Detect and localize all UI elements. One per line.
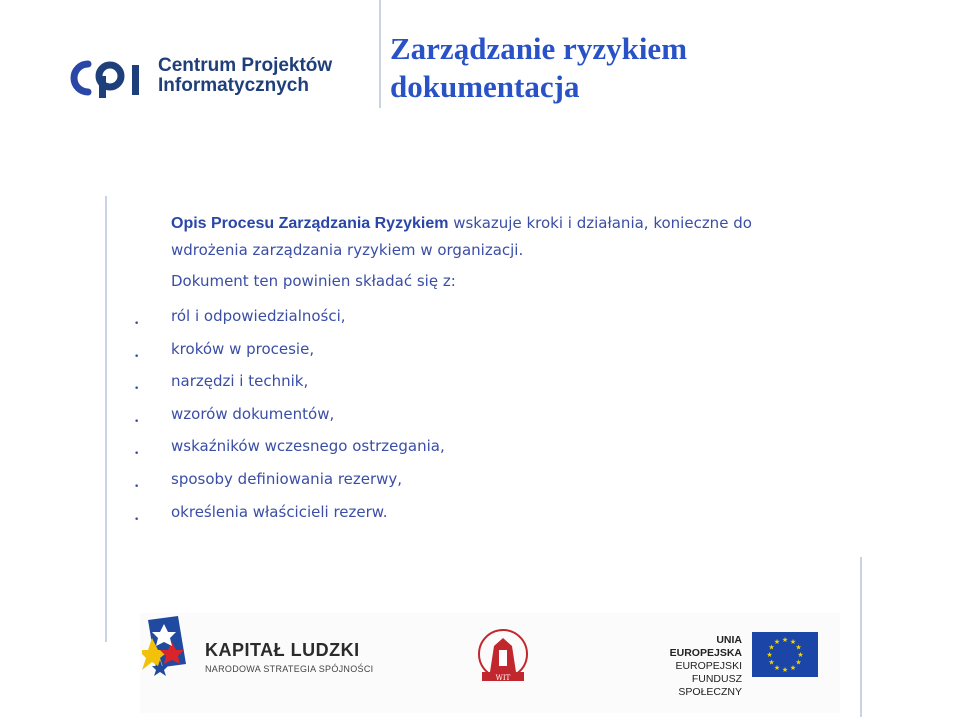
divider-right (860, 557, 862, 717)
kapital-ludzki-title: KAPITAŁ LUDZKI (205, 640, 360, 660)
intro-rest: wskazuje kroki i działania, konieczne do (448, 214, 752, 232)
bullet-icon: • (134, 384, 140, 395)
bullet-icon: • (134, 481, 140, 492)
eu-line1: UNIA EUROPEJSKA (669, 634, 742, 659)
cpi-logo-text (158, 56, 332, 96)
wit-label: WIT (495, 674, 511, 682)
list-item (0, 368, 445, 401)
title-line1: Zarządzanie ryzykiem (390, 31, 688, 66)
eu-line3: FUNDUSZ SPOŁECZNY (678, 673, 742, 698)
svg-text:★: ★ (773, 664, 781, 672)
list-item (0, 499, 445, 532)
eu-line2: EUROPEJSKI (675, 660, 742, 672)
cpi-logo-icon (66, 56, 148, 100)
list-item-text: sposoby definiowania rezerwy, (171, 469, 403, 488)
divider-top (379, 0, 381, 108)
svg-text:★: ★ (768, 643, 775, 652)
logo-line2: Informatycznych (158, 75, 309, 96)
svg-text:★: ★ (797, 651, 804, 659)
list-item (0, 433, 445, 466)
list-item (0, 401, 445, 434)
list-intro: Dokument ten powinien składać się z: (171, 272, 456, 290)
bullet-list (0, 303, 445, 531)
list-item-text: kroków w procesie, (171, 339, 315, 358)
logo-line1: Centrum Projektów (158, 55, 333, 76)
bullet-icon: • (134, 319, 140, 329)
intro-paragraph (171, 210, 851, 264)
svg-text:★: ★ (781, 636, 789, 644)
kapital-ludzki-logo-icon (142, 616, 188, 690)
svg-text:★: ★ (773, 638, 781, 646)
svg-text:★: ★ (789, 664, 797, 672)
list-item (0, 466, 445, 499)
page-title (390, 30, 687, 106)
list-item-text: wzorów dokumentów, (171, 404, 335, 423)
kapital-ludzki-subtitle: NARODOWA STRATEGIA SPÓJNOŚCI (205, 664, 374, 674)
bullet-icon: • (134, 514, 140, 525)
svg-text:★: ★ (795, 658, 802, 667)
list-item-text: określenia właścicieli rezerw. (171, 502, 388, 521)
list-item-text: wskaźników wczesnego ostrzegania, (171, 437, 445, 456)
eu-text (644, 634, 742, 699)
eu-flag-icon (752, 632, 818, 677)
intro-bold: Opis Procesu Zarządzania Ryzykiem (171, 215, 449, 232)
bullet-icon: • (134, 351, 140, 362)
list-item (0, 303, 445, 336)
bullet-icon: • (134, 416, 140, 427)
svg-text:★: ★ (768, 658, 775, 667)
intro-line2: wdrożenia zarządzania ryzykiem w organizacji. (171, 241, 524, 259)
list-item-text: ról i odpowiedzialności, (171, 307, 346, 325)
svg-text:★: ★ (789, 638, 797, 646)
wit-logo-icon (468, 628, 538, 686)
title-line2: dokumentacja (390, 69, 580, 104)
list-item-text: narzędzi i technik, (171, 372, 309, 391)
svg-text:★: ★ (766, 651, 773, 659)
bullet-icon: • (134, 449, 140, 460)
list-item (0, 336, 445, 369)
svg-text:★: ★ (795, 643, 802, 652)
svg-text:★: ★ (781, 666, 789, 674)
